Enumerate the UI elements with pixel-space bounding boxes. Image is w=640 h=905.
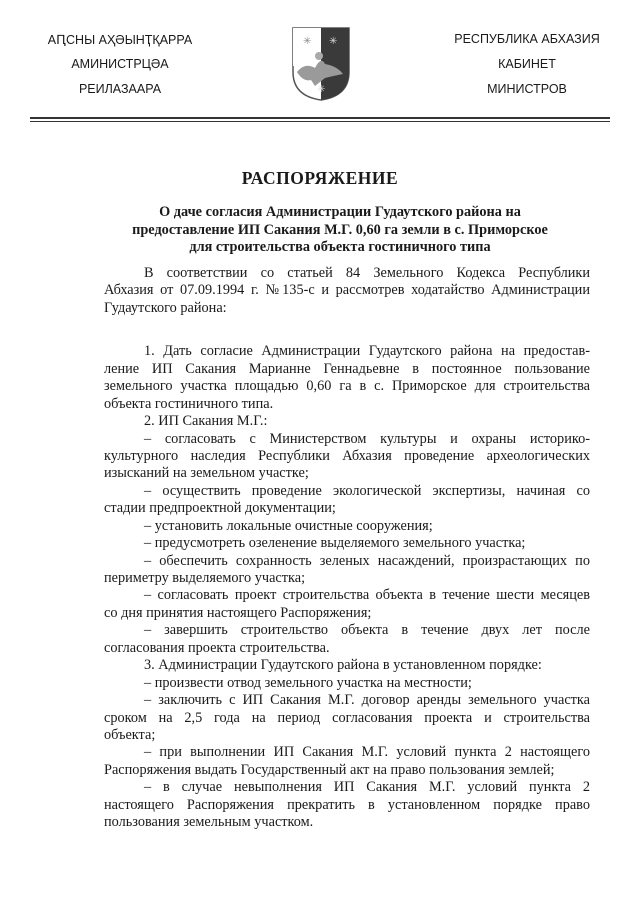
text-line: со дня принятия настоящего Распоряжения; xyxy=(104,604,372,621)
coat-of-arms-icon xyxy=(291,26,351,102)
text-line: сроком на 2,5 года на период согласования проекта и строительства xyxy=(104,709,590,726)
paragraph xyxy=(104,622,590,657)
text-line: В соответствии со статьей 84 Земельного Кодекса Республики xyxy=(144,265,590,281)
header-right-line-2: КАБИНЕТ xyxy=(498,57,556,71)
paragraph xyxy=(104,431,590,483)
text-line: ление ИП Сакания Марианне Геннадьевне в постоянное пользование xyxy=(104,360,590,377)
paragraph xyxy=(104,483,590,518)
header-divider xyxy=(30,117,610,119)
text-line: – установить локальные очистные сооружения; xyxy=(144,517,433,534)
paragraph xyxy=(104,518,590,535)
text-line: – в случае невыполнения ИП Сакания М.Г. условий пункта 2 xyxy=(144,779,590,796)
text-line: – заключить с ИП Сакания М.Г. договор аренды земельного участка xyxy=(144,692,590,709)
text-line: настоящего Распоряжения прекратить в установленном порядке право xyxy=(104,796,590,813)
text-line: – согласовать с Министерством культуры и охраны историко- xyxy=(144,430,590,447)
paragraph xyxy=(104,535,590,552)
text-line: Абхазия от 07.09.1994 г. №135-с и рассмотрев ходатайство Администрации xyxy=(104,282,590,299)
paragraph xyxy=(104,413,590,430)
header-right-line-1: РЕСПУБЛИКА АБХАЗИЯ xyxy=(454,32,600,46)
paragraph xyxy=(104,779,590,831)
text-line: Распоряжения выдать Государственный акт на право пользования землей; xyxy=(104,761,555,778)
paragraph xyxy=(104,553,590,588)
paragraph xyxy=(104,692,590,744)
header-left-line-2: АМИНИСТРЦӘА xyxy=(71,57,169,71)
paragraph xyxy=(104,343,590,413)
text-line: объекта гостиничного типа. xyxy=(104,395,274,412)
header-left-line-3: РЕИЛАЗААРА xyxy=(78,82,162,96)
document-title: РАСПОРЯЖЕНИЕ xyxy=(241,168,399,188)
text-line: объекта; xyxy=(104,726,156,743)
text-line: периметру выделяемого участка; xyxy=(104,570,306,586)
text-line: стадии предпроектной документации; xyxy=(104,500,336,517)
text-line: – осуществить проведение экологической экспертизы, начиная со xyxy=(144,482,590,499)
paragraph xyxy=(104,587,590,622)
subtitle-line: для строительства объекта гостиничного типа xyxy=(189,239,491,255)
paragraph xyxy=(104,675,590,692)
header-left-line-1: АԤСНЫ АҲӘЫНҬҚАРРА xyxy=(47,33,193,47)
text-line: 3. Администрации Гудаутского района в установленном порядке: xyxy=(144,657,542,674)
text-line: – произвести отвод земельного участка на местности; xyxy=(144,674,472,691)
paragraph xyxy=(104,744,590,779)
text-line: культурного наследия Республики Абхазия проведение археологических xyxy=(104,447,590,464)
text-line: – обеспечить сохранность зеленых насаждений, произрастающих по xyxy=(144,552,590,569)
text-line: пользования земельным участком. xyxy=(104,814,314,831)
text-line: согласования проекта строительства. xyxy=(104,639,330,656)
text-line: – согласовать проект строительства объекта в течение шести месяцев xyxy=(144,587,590,604)
document-body xyxy=(104,265,590,832)
document-subtitle xyxy=(100,204,580,257)
text-line: – при выполнении ИП Сакания М.Г. условий пункта 2 настоящего xyxy=(144,744,590,761)
subtitle-line: О даче согласия Администрации Гудаутского района на xyxy=(159,204,521,220)
text-line: изысканий на земельном участке; xyxy=(104,465,309,482)
paragraph xyxy=(104,657,590,674)
text-line: 1. Дать согласие Администрации Гудаутского района на предостав- xyxy=(144,343,590,360)
svg-text:✳: ✳ xyxy=(317,84,326,95)
paragraph xyxy=(104,265,590,317)
svg-text:✳: ✳ xyxy=(303,36,312,47)
text-line: земельного участка площадью 0,60 га в с. Приморское для строительства xyxy=(104,378,590,395)
header-divider-thin xyxy=(30,121,610,122)
subtitle-line: предоставление ИП Сакания М.Г. 0,60 га земли в с. Приморское xyxy=(132,221,548,238)
text-line: Гудаутского района: xyxy=(104,299,227,316)
text-line: 2. ИП Сакания М.Г.: xyxy=(144,413,268,430)
paragraph-gap xyxy=(104,317,590,343)
text-line: – предусмотреть озеленение выделяемого земельного участка; xyxy=(144,535,526,552)
header-right-line-3: МИНИСТРОВ xyxy=(487,82,567,96)
text-line: – завершить строительство объекта в течение двух лет после xyxy=(144,622,590,639)
svg-text:✳: ✳ xyxy=(329,36,338,47)
